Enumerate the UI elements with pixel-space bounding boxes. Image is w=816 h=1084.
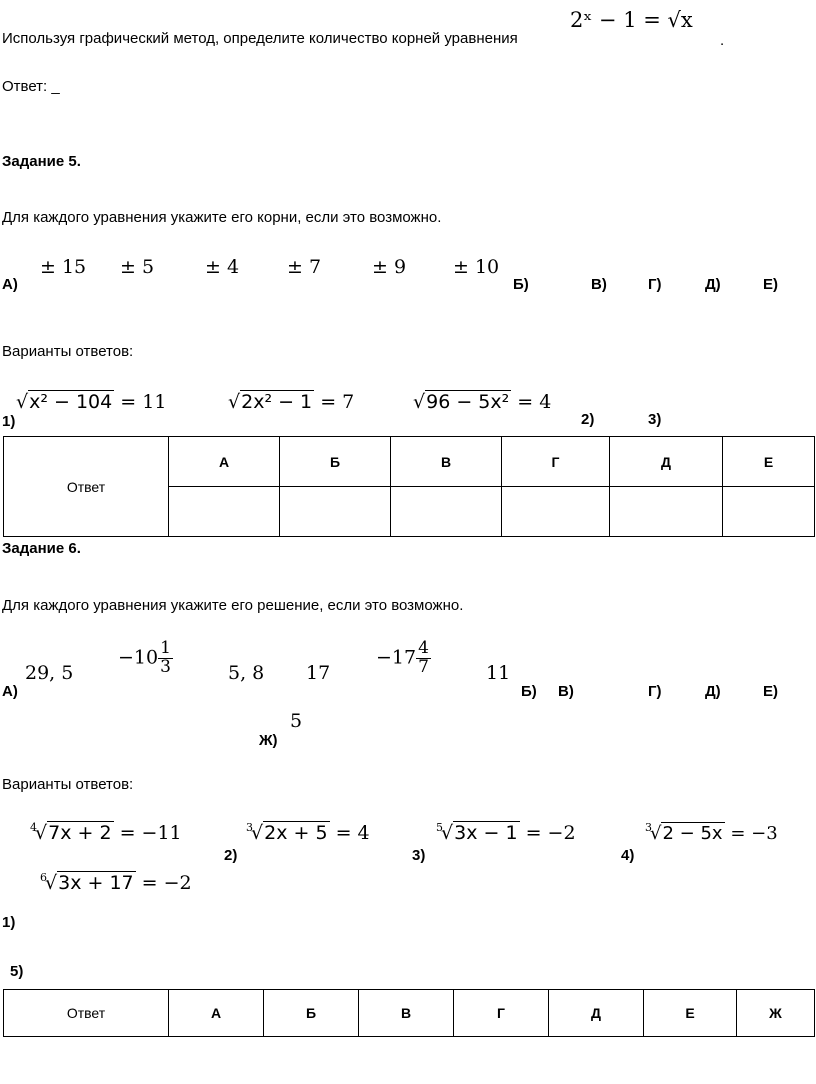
equation-1: √x² − 104 = 11 [16, 391, 167, 413]
letter-zh: Ж) [259, 732, 278, 749]
root: ± 10 [453, 256, 500, 278]
equation-1: $^4$√7x + 2 = −11 [30, 821, 182, 844]
equation-4: $^3$√2 − 5x = −3 [645, 821, 778, 844]
root: ± 9 [372, 256, 407, 278]
letter-v: В) [558, 683, 574, 700]
answer-input-b[interactable] [280, 487, 391, 537]
letter-d: Д) [705, 276, 721, 293]
task6-answer-table [3, 989, 815, 1037]
letter-d: Д) [705, 683, 721, 700]
task5-heading: Задание 5. [2, 153, 81, 170]
equation-3: √96 − 5x² = 4 [413, 391, 552, 413]
eq-number-3: 3) [412, 847, 426, 864]
header-v[interactable]: В [359, 990, 454, 1037]
eq-number-5: 5) [10, 963, 24, 980]
letter-g: Г) [648, 276, 662, 293]
header-zh[interactable]: Ж [737, 990, 815, 1037]
answer-input-v[interactable] [391, 487, 502, 537]
equation-2: √2x² − 1 = 7 [228, 391, 355, 413]
answer-cell-label: Ответ [4, 437, 169, 537]
header-d: Д [610, 437, 723, 487]
answer-input-a[interactable] [169, 487, 280, 537]
header-b: Б [280, 437, 391, 487]
header-e: Е [723, 437, 815, 487]
eq-number-1: 1) [2, 914, 16, 931]
equation-3: $^5$√3x − 1 = −2 [436, 821, 576, 844]
task6-prefix-a: А) [2, 683, 18, 700]
header-d[interactable]: Д [549, 990, 644, 1037]
task5-answer-table [3, 436, 815, 537]
mixed-number-1: −10 $\frac{1}{3}$ [118, 638, 171, 677]
task5-instruction: Для каждого уравнения укажите его корни, если это возможно. [2, 209, 442, 226]
eq-number-4: 4) [621, 847, 635, 864]
root: ± 5 [120, 256, 155, 278]
period: . [720, 32, 725, 49]
task6-heading: Задание 6. [2, 540, 81, 557]
solution: 29, 5 [25, 662, 74, 684]
solution: 17 [306, 662, 331, 684]
header-g[interactable]: Г [454, 990, 549, 1037]
answer-cell-label: Ответ [4, 990, 169, 1037]
root: ± 4 [205, 256, 240, 278]
header-b[interactable]: Б [264, 990, 359, 1037]
eq-number-2: 2) [224, 847, 238, 864]
letter-g: Г) [648, 683, 662, 700]
equation-2: $^3$√2x + 5 = 4 [246, 821, 370, 844]
mixed-number-2: −17 $\frac{4}{7}$ [376, 638, 429, 677]
task6-instruction: Для каждого уравнения укажите его решение, если это возможно. [2, 597, 464, 614]
letter-b: Б) [521, 683, 537, 700]
solution: 5, 8 [228, 662, 265, 684]
eq-number-3: 3) [648, 411, 662, 428]
header-a: А [169, 437, 280, 487]
solution: 11 [486, 662, 511, 684]
header-e[interactable]: Е [644, 990, 737, 1037]
letter-e: Е) [763, 683, 778, 700]
answer-label: Ответ: _ [2, 78, 60, 95]
header-v: В [391, 437, 502, 487]
letter-b: Б) [513, 276, 529, 293]
answer-input-e[interactable] [723, 487, 815, 537]
task5-prefix-a: А) [2, 276, 18, 293]
question-text: Используя графический метод, определите количество корней уравнения [2, 30, 518, 47]
task6-variants-label: Варианты ответов: [2, 776, 134, 793]
header-g: Г [502, 437, 610, 487]
intro-equation: 2ˣ − 1 = √x [570, 8, 693, 32]
equation-5: $^6$√3x + 17 = −2 [40, 871, 192, 894]
solution-zh: 5 [290, 710, 303, 732]
header-a[interactable]: А [169, 990, 264, 1037]
task5-variants-label: Варианты ответов: [2, 343, 134, 360]
answer-input-d[interactable] [610, 487, 723, 537]
root: ± 15 [40, 256, 87, 278]
answer-input-g[interactable] [502, 487, 610, 537]
eq-number-2: 2) [581, 411, 595, 428]
root: ± 7 [287, 256, 322, 278]
letter-e: Е) [763, 276, 778, 293]
letter-v: В) [591, 276, 607, 293]
eq-number-1: 1) [2, 413, 16, 430]
